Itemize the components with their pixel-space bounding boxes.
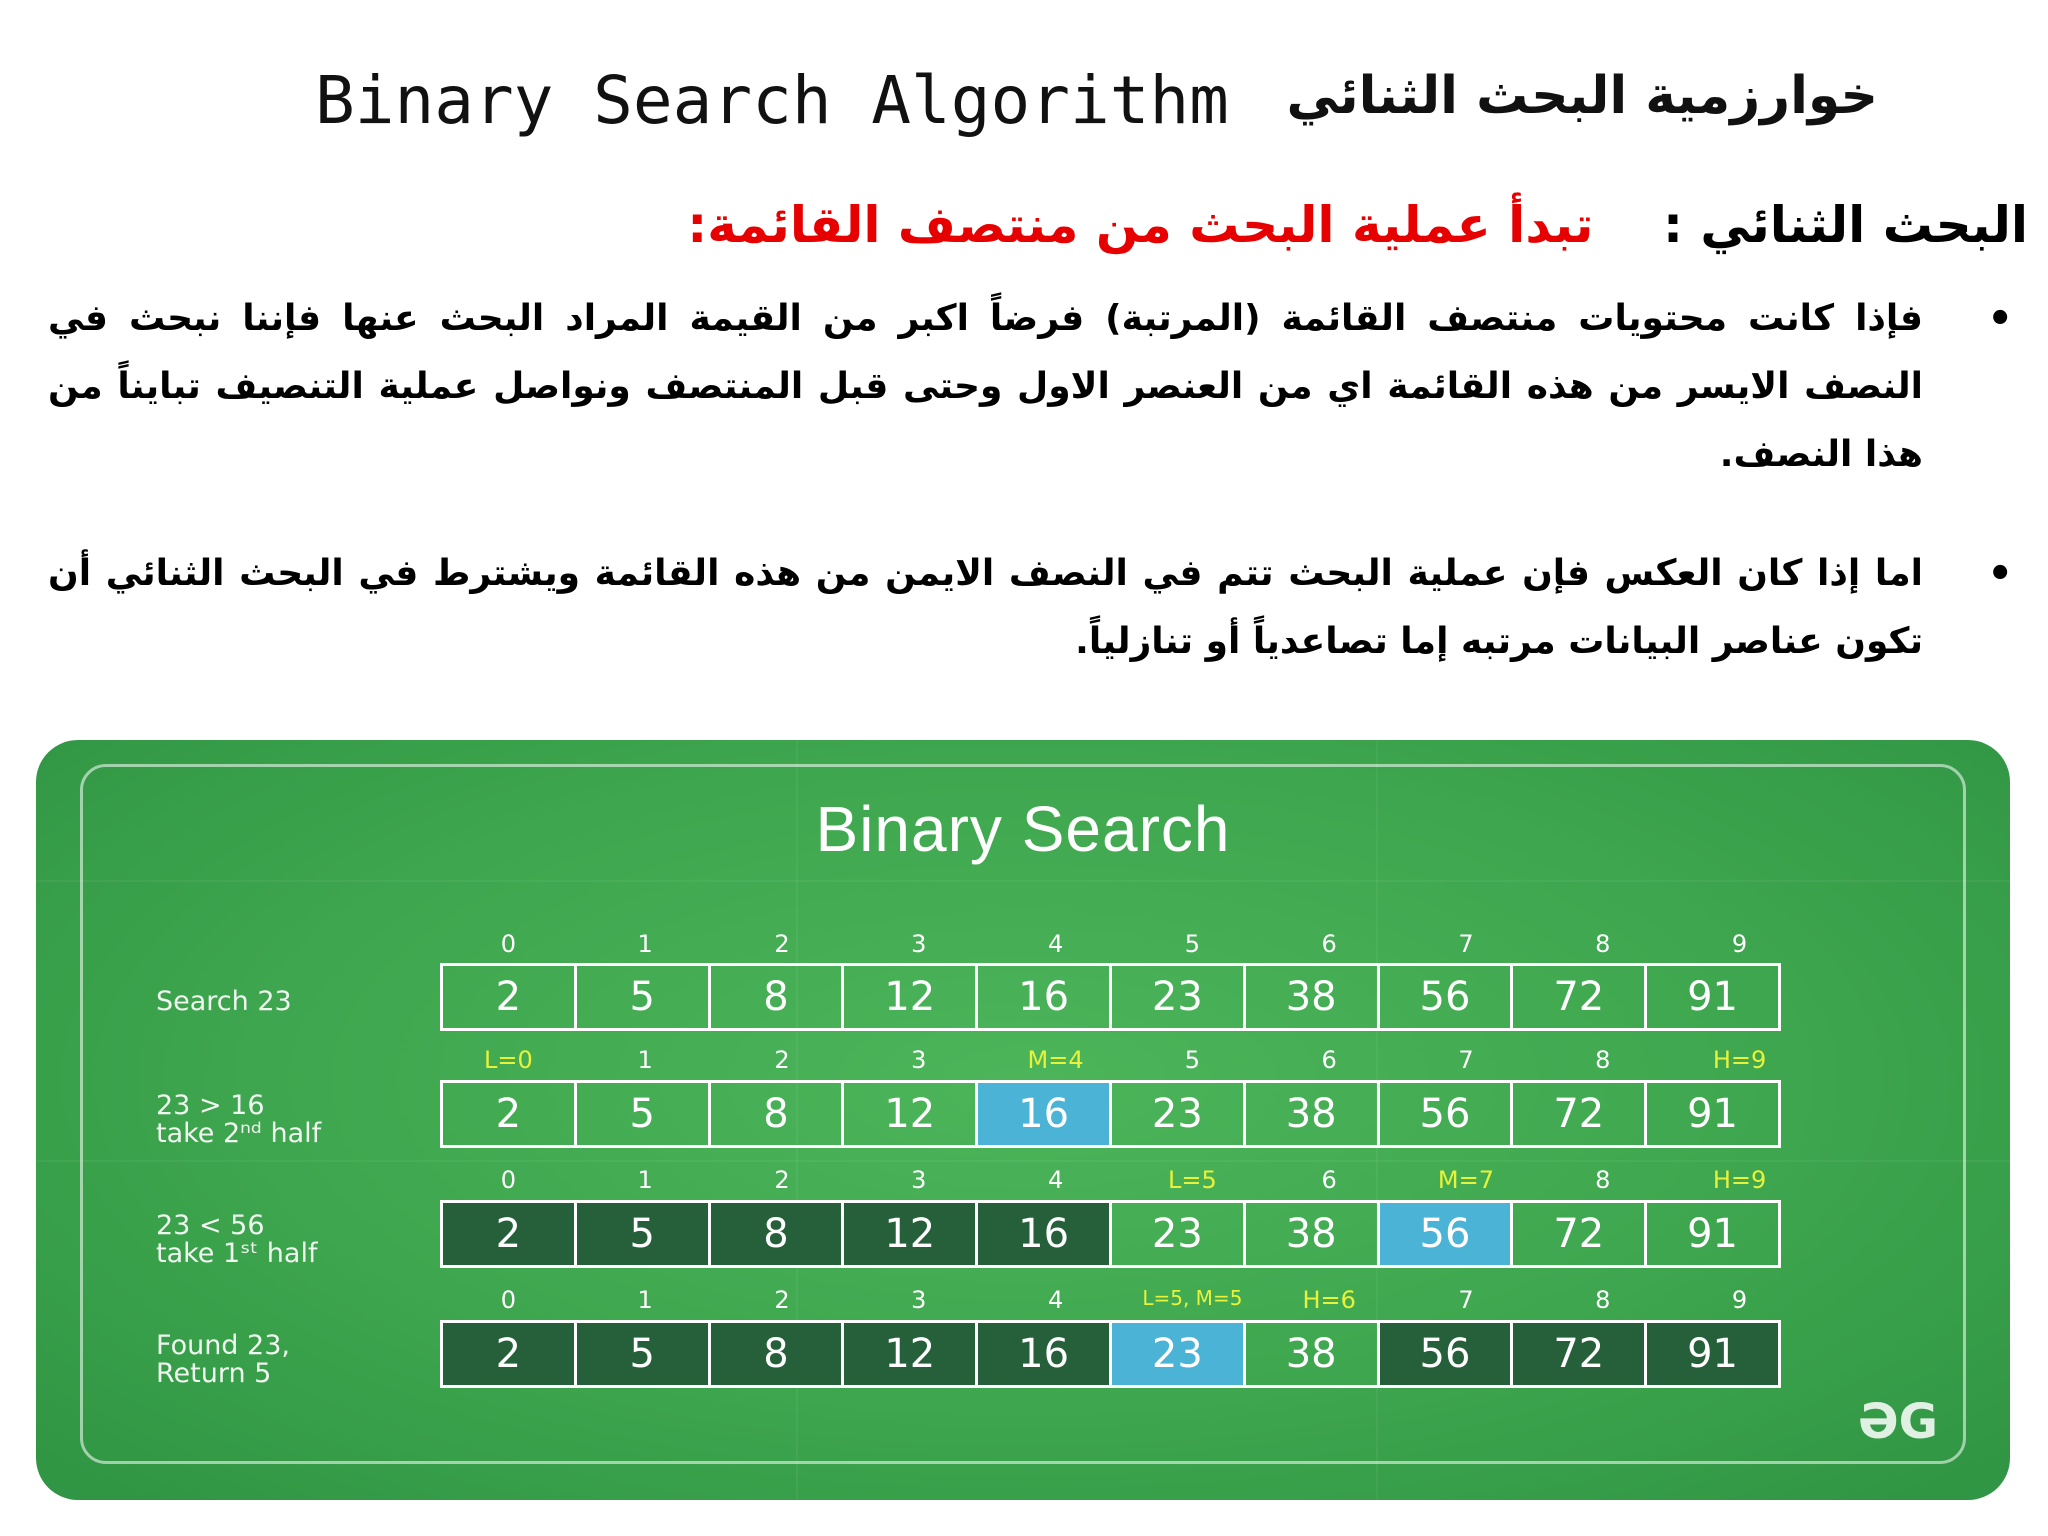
index-label-mid: M=7 [1437, 1166, 1495, 1194]
array-cell-discarded: 72 [1510, 1320, 1647, 1388]
index-label: 2 [774, 930, 790, 958]
array-cell-discarded: 12 [841, 1200, 978, 1268]
array-cell: 38 [1243, 1200, 1380, 1268]
array-cell: 5 [574, 963, 711, 1031]
index-label: 7 [1458, 1286, 1474, 1314]
array-cell-discarded: 56 [1377, 1320, 1514, 1388]
index-label: 5 [1184, 930, 1201, 958]
index-row-3 [440, 1166, 1808, 1196]
array-cell: 8 [708, 963, 845, 1031]
array-cell: 2 [440, 1080, 577, 1148]
array-cell: 23 [1109, 1080, 1246, 1148]
index-label: 3 [911, 1166, 927, 1194]
array-row-1 [440, 963, 1808, 1031]
index-label: 4 [1047, 1286, 1064, 1314]
array-cell: 38 [1243, 1320, 1380, 1388]
index-label: 5 [1184, 1046, 1201, 1074]
index-label: 8 [1595, 1166, 1611, 1194]
array-cell: 91 [1644, 1200, 1781, 1268]
row-label-1: Search 23 [156, 986, 292, 1017]
array-cell-discarded: 5 [574, 1200, 711, 1268]
array-cell-discarded: 2 [440, 1320, 577, 1388]
bullet-dot-1: • [1987, 296, 2013, 342]
array-cell: 56 [1377, 1080, 1514, 1148]
bullet-dot-2: • [1987, 551, 2013, 597]
index-label-low-mid: L=5, M=5 [1142, 1286, 1243, 1310]
array-cell-discarded: 91 [1644, 1320, 1781, 1388]
array-cell-discarded: 2 [440, 1200, 577, 1268]
array-cell: 72 [1510, 1200, 1647, 1268]
index-label: 2 [774, 1046, 790, 1074]
index-label: 3 [911, 1046, 927, 1074]
array-row-2 [440, 1080, 1808, 1148]
index-label-mid: M=4 [1027, 1046, 1084, 1074]
gfg-logo: ƏG [1857, 1394, 1938, 1450]
index-label: 6 [1321, 1166, 1337, 1194]
array-cell: 23 [1109, 963, 1246, 1031]
array-cell-found: 23 [1109, 1320, 1246, 1388]
index-label: 9 [1731, 930, 1748, 958]
array-cell: 38 [1243, 963, 1380, 1031]
array-cell: 5 [574, 1080, 711, 1148]
index-label: 1 [637, 1046, 653, 1074]
array-cell: 12 [841, 963, 978, 1031]
array-cell: 72 [1510, 963, 1647, 1031]
array-cell: 12 [841, 1080, 978, 1148]
subtitle [687, 190, 2028, 260]
row-label-2: 23 > 16 take 2ⁿᵈ half [156, 1090, 322, 1149]
index-row-2 [440, 1046, 1808, 1076]
array-row-3 [440, 1200, 1808, 1268]
array-cell: 56 [1377, 963, 1514, 1031]
index-label: 6 [1321, 930, 1337, 958]
array-cell-discarded: 16 [975, 1320, 1112, 1388]
index-label: 0 [500, 1166, 517, 1194]
index-label: 1 [637, 1166, 653, 1194]
bullet-1 [48, 285, 2013, 489]
subtitle-text: تبدأ عملية البحث من منتصف القائمة: [687, 196, 1594, 254]
array-cell-discarded: 8 [708, 1320, 845, 1388]
bullet-2 [48, 540, 2013, 676]
title-row [0, 52, 2048, 162]
index-label: 6 [1321, 1046, 1337, 1074]
title-arabic: خوارزمية البحث الثنائي [1286, 66, 1878, 126]
array-cell: 91 [1644, 963, 1781, 1031]
array-cell: 38 [1243, 1080, 1380, 1148]
index-label-high: H=6 [1302, 1286, 1356, 1314]
subtitle-label: البحث الثنائي : [1663, 196, 2028, 254]
index-label: 9 [1731, 1286, 1748, 1314]
title-english: Binary Search Algorithm [315, 62, 1229, 139]
row-label-3: 23 < 56 take 1ˢᵗ half [156, 1210, 318, 1269]
array-cell-mid: 56 [1377, 1200, 1514, 1268]
index-label: 1 [637, 930, 653, 958]
array-cell: 8 [708, 1080, 845, 1148]
index-label-high: H=9 [1712, 1046, 1767, 1074]
array-cell-discarded: 12 [841, 1320, 978, 1388]
array-row-4 [440, 1320, 1808, 1388]
array-cell-discarded: 8 [708, 1200, 845, 1268]
index-label: 4 [1047, 930, 1064, 958]
array-cell: 72 [1510, 1080, 1647, 1148]
array-cell-discarded: 16 [975, 1200, 1112, 1268]
index-label: 8 [1595, 930, 1611, 958]
array-cell: 23 [1109, 1200, 1246, 1268]
index-label: 8 [1595, 1286, 1611, 1314]
index-label: 1 [637, 1286, 653, 1314]
index-label-high: H=9 [1712, 1166, 1767, 1194]
array-cell: 2 [440, 963, 577, 1031]
bullet-text-1: فإذا كانت محتويات منتصف القائمة (المرتبة) فرضاً اكبر من القيمة المراد البحث عنها فإننا نبحث في النصف الايسر من هذه القائمة اي من العنصر الاول وحتى قبل المنتصف ونواصل عملية التنصيف تبايناً من هذا النصف. [48, 298, 1923, 475]
index-label: 3 [911, 930, 927, 958]
index-label: 2 [774, 1166, 790, 1194]
index-label: 0 [500, 930, 517, 958]
binary-search-diagram [36, 740, 2010, 1500]
array-cell: 91 [1644, 1080, 1781, 1148]
row-label-4: Found 23, Return 5 [156, 1330, 290, 1389]
index-label: 4 [1047, 1166, 1064, 1194]
array-cell: 16 [975, 963, 1112, 1031]
index-label: 3 [911, 1286, 927, 1314]
index-label-low: L=5 [1168, 1166, 1217, 1194]
array-cell-mid: 16 [975, 1080, 1112, 1148]
index-label-low: L=0 [484, 1046, 533, 1074]
index-label: 7 [1458, 1046, 1474, 1074]
index-label: 7 [1458, 930, 1474, 958]
index-label: 8 [1595, 1046, 1611, 1074]
index-row-4 [440, 1286, 1808, 1316]
diagram-title: Binary Search [815, 793, 1231, 865]
index-label: 2 [774, 1286, 790, 1314]
bullet-text-2: اما إذا كان العكس فإن عملية البحث تتم في النصف الايمن من هذه القائمة ويشترط في البحث الثنائي أن تكون عناصر البيانات مرتبه إما تصاعدياً أو تنازلياً. [48, 553, 1923, 662]
index-row-1 [440, 930, 1808, 960]
index-label: 0 [500, 1286, 517, 1314]
array-cell-discarded: 5 [574, 1320, 711, 1388]
